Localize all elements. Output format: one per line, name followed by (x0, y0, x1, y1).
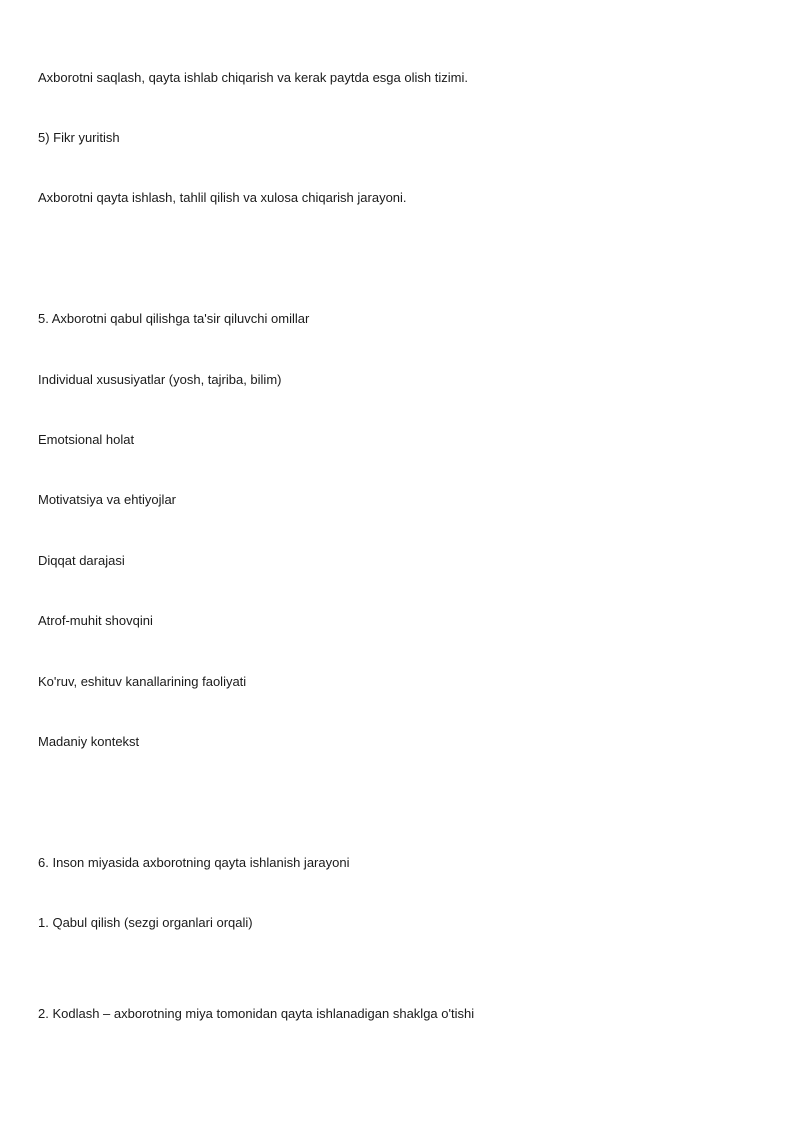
paragraph-thinking-definition: Axborotni qayta ishlash, tahlil qilish va xulosa chiqarish jarayoni. (38, 190, 407, 205)
list-item-attention: Diqqat darajasi (38, 553, 125, 568)
list-item-reception: 1. Qabul qilish (sezgi organlari orqali) (38, 915, 253, 930)
list-item-noise: Atrof-muhit shovqini (38, 613, 153, 628)
list-item-motivation: Motivatsiya va ehtiyojlar (38, 492, 176, 507)
list-item-thinking-heading: 5) Fikr yuritish (38, 130, 120, 145)
section-heading-5: 5. Axborotni qabul qilishga ta'sir qiluvchi omillar (38, 311, 310, 326)
list-item-channels: Ko'ruv, eshituv kanallarining faoliyati (38, 674, 247, 689)
paragraph-memory-definition: Axborotni saqlash, qayta ishlab chiqarish va kerak paytda esga olish tizimi. (38, 70, 468, 85)
section-heading-6: 6. Inson miyasida axborotning qayta ishlanish jarayoni (38, 855, 350, 870)
list-item-individual: Individual xususiyatlar (yosh, tajriba, bilim) (38, 372, 282, 387)
list-item-encoding: 2. Kodlash – axborotning miya tomonidan qayta ishlanadigan shaklga o'tishi (38, 1006, 475, 1021)
list-item-cultural: Madaniy kontekst (38, 734, 140, 749)
list-item-emotional: Emotsional holat (38, 432, 135, 447)
